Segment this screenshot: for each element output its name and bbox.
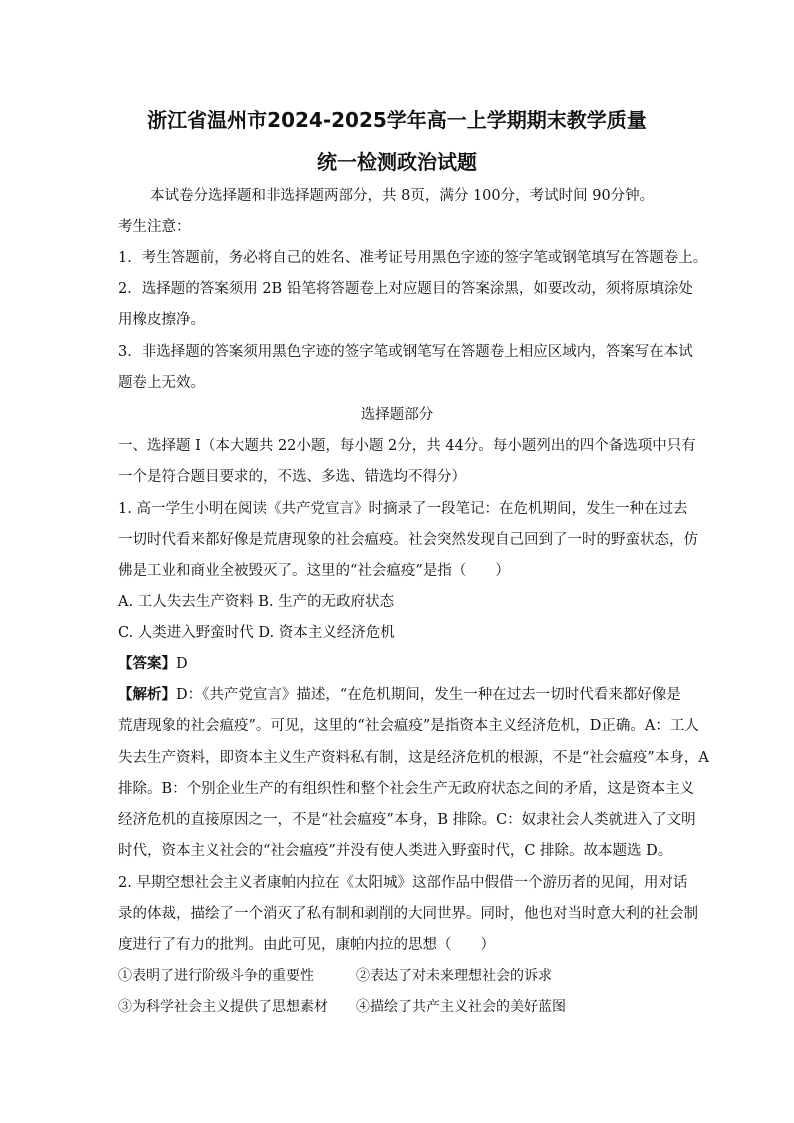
section-title: 选择题部分	[360, 407, 434, 423]
answer-label: 【答案】	[118, 655, 176, 672]
q1-option-line: A. 工人失去生产资料 B. 生产的无政府状态	[118, 594, 395, 610]
intro-text: 本试卷分选择题和非选择题两部分，共 8页，满分 100分，考试时间 90分钟。	[150, 188, 655, 204]
notice-line: 题卷上无效。	[118, 375, 205, 391]
q1-analysis-line: 经济危机的直接原因之一，不是“社会瘟疫”本身，B 排除。C：奴隶社会人类就进入了文明	[118, 812, 696, 828]
q1-stem-line: 佛是工业和商业全被毁灭了。这里的“社会瘟疫”是指（ ）	[118, 563, 510, 579]
document-title-line1: 浙江省温州市2024-2025学年高一上学期期末教学质量	[147, 108, 647, 132]
notice-line: 2．选择题的答案须用 2B 铅笔将答题卷上对应题目的答案涂黑，如要改动，须将原填涂处	[118, 281, 693, 297]
q1-analysis-line	[118, 685, 686, 705]
notice-line: 1．考生答题前，务必将自己的姓名、准考证号用黑色字迹的签字笔或钢笔填写在答题卷上。	[118, 250, 708, 266]
q1-answer	[118, 654, 686, 674]
q2-option-line: ③为科学社会主义提供了思想素材 ④描绘了共产主义社会的美好蓝图	[118, 999, 566, 1015]
q1-stem-line: 1. 高一学生小明在阅读《共产党宣言》时摘录了一段笔记：在危机期间，发生一种在过去	[118, 501, 688, 517]
answer-value: D	[176, 656, 188, 672]
q2-stem-line: 2. 早期空想社会主义者康帕内拉在《太阳城》这部作品中假借一个游历者的见闻，用对话	[118, 875, 688, 891]
notice-line: 用橡皮擦净。	[118, 312, 205, 328]
q1-analysis-line: 排除。B：个别企业生产的有组织性和整个社会生产无政府状态之间的矛盾，这是资本主义	[118, 781, 695, 797]
q2-stem-line: 度进行了有力的批判。由此可见，康帕内拉的思想（ ）	[118, 937, 495, 953]
analysis-text: D：《共产党宣言》描述，“在危机期间，发生一种在过去一切时代看来都好像是	[176, 687, 681, 703]
analysis-label: 【解析】	[118, 686, 176, 703]
q2-option-line: ①表明了进行阶级斗争的重要性 ②表达了对未来理想社会的诉求	[118, 968, 552, 984]
document-title-line2: 统一检测政治试题	[317, 150, 477, 174]
q1-stem-line: 一切时代看来都好像是荒唐现象的社会瘟疫。社会突然发现自己回到了一时的野蛮状态，仿	[118, 532, 698, 548]
q1-analysis-line: 失去生产资料，即资本主义生产资料私有制，这是经济危机的根源，不是“社会瘟疫”本身，A	[118, 750, 709, 766]
part-intro-line: 一个是符合题目要求的，不选、多选、错选均不得分）	[118, 469, 466, 485]
q1-analysis-line: 荒唐现象的社会瘟疫”。可见，这里的“社会瘟疫”是指资本主义经济危机，D正确。A：工人	[118, 718, 699, 734]
q1-analysis-line: 时代，资本主义社会的“社会瘟疫”并没有使人类进入野蛮时代，C 排除。故本题选 D。	[118, 843, 673, 859]
q1-option-line: C. 人类进入野蛮时代 D. 资本主义经济危机	[118, 625, 395, 641]
part-intro-line: 一、选择题 I（本大题共 22小题，每小题 2分，共 44分。每小题列出的四个备选项中只有	[118, 438, 696, 454]
notice-header: 考生注意：	[118, 219, 191, 235]
q2-stem-line: 录的体裁，描绘了一个消灭了私有制和剥削的大同世界。同时，他也对当时意大利的社会制	[118, 906, 698, 922]
notice-line: 3．非选择题的答案须用黑色字迹的签字笔或钢笔写在答题卷上相应区域内，答案写在本试	[118, 344, 693, 360]
